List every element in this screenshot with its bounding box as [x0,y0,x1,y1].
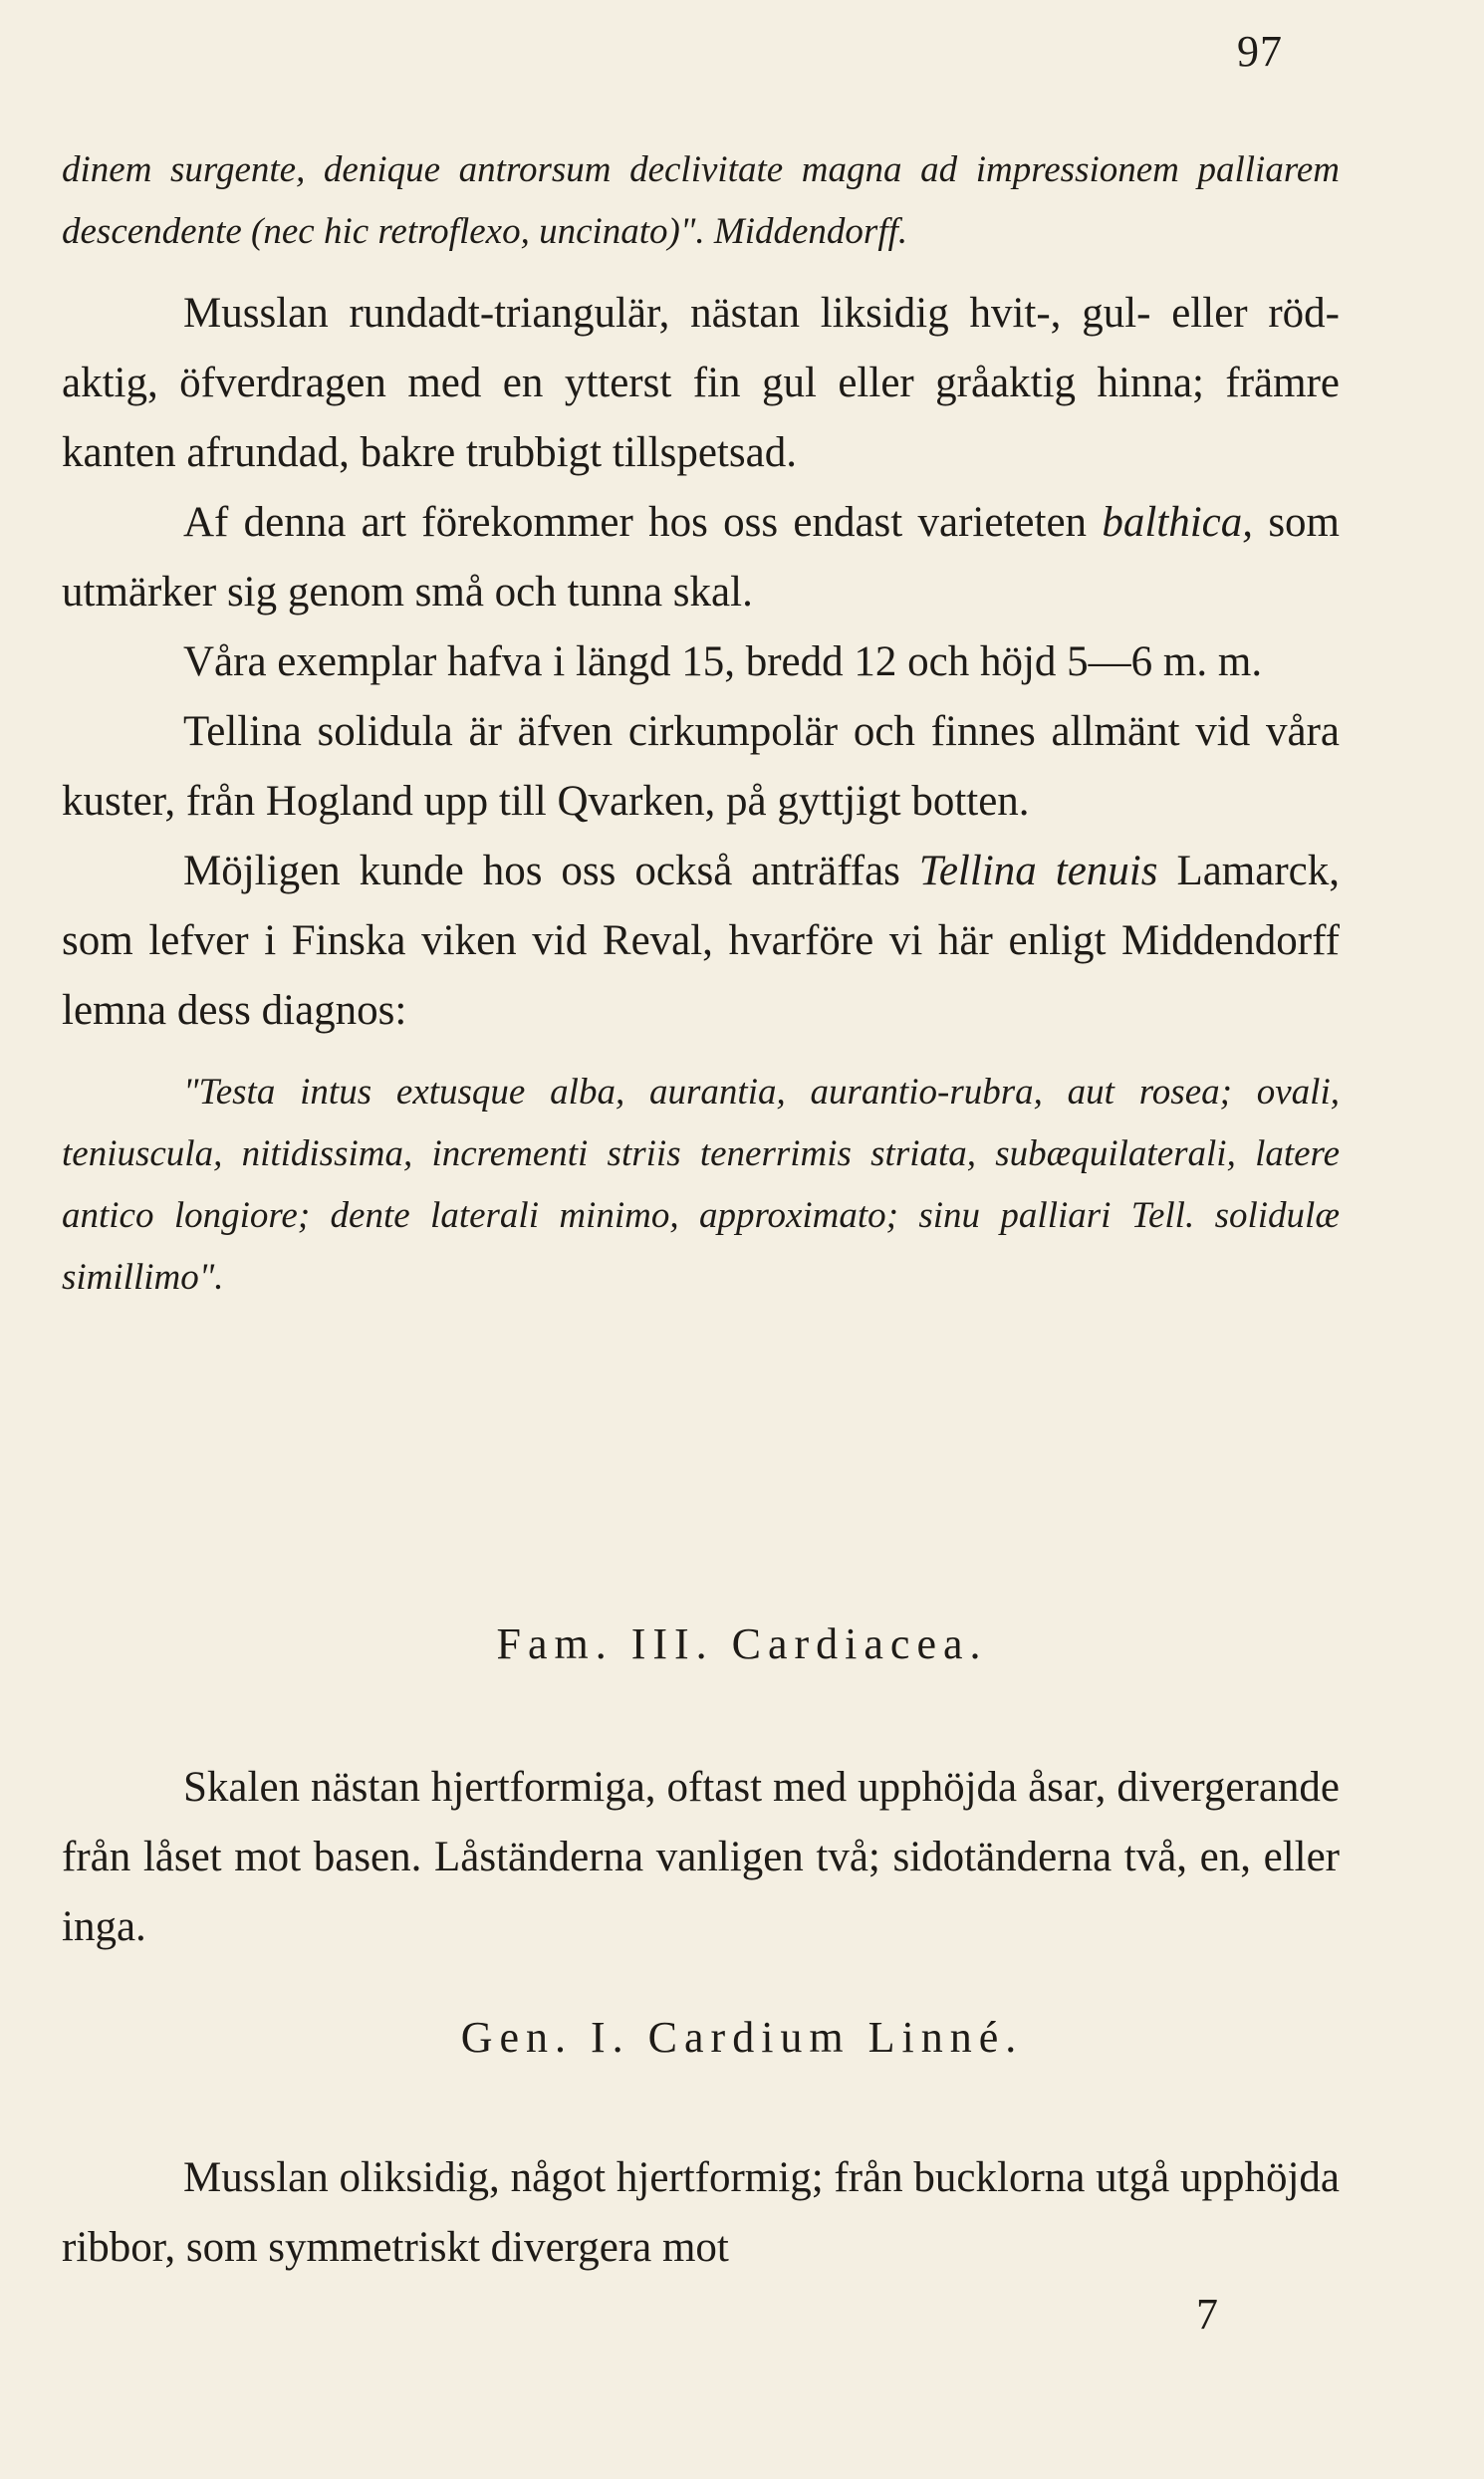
variety-rest: som utmärker sig genom små och tunna skal. [62,499,1340,616]
tenuis-name: Tellina tenuis [918,848,1158,894]
page-number: 97 [1237,27,1283,76]
latin-intro: dinem surgente, denique antrorsum declivitate magna ad impressionem palliarem descendente (nec hic retroflexo, uncinato)". Middendorff. [62,149,1340,252]
family-heading: Fam. III. Cardiacea. [496,1619,988,1668]
genus-heading-wrap [0,2012,1484,2063]
tenuis-rest: Lamarck, som lefver i Finska viken vid Reval, hvarföre vi här enligt Middendorff lemna dess diagnos: [62,848,1340,1034]
paragraph-variety [62,488,1340,627]
text-block-top [62,139,1340,1309]
family-heading-wrap [0,1618,1484,1669]
latin-diagnosis: "Testa intus extusque alba, aurantia, aurantio-rubra, aut rosea; ovali, teniuscula, nitidissima, incrementi striis tenerrimis striata, subæquilaterali, latere antico longiore; dente laterali minimo, approximato; sinu palliari Tell. solidulæ simillimo". [62,1072,1340,1298]
paragraph-measurements: Våra exemplar hafva i längd 15, bredd 12 och höjd 5—6 m. m. [183,638,1263,685]
variety-name: balthica, [1102,499,1254,546]
signature-mark: 7 [1196,2290,1218,2339]
paragraph-tenuis [62,837,1340,1046]
paragraph-description: Musslan rundadt-triangulär, nästan liksidig hvit-, gul- eller röd-aktig, öfverdragen med en ytterst fin gul eller gråaktig hinna; främre kanten afrundad, bakre trubbigt tillspetsad. [62,290,1340,476]
paragraph-distribution: Tellina solidula är äfven cirkumpolär och finnes allmänt vid våra kuster, från Hogland upp till Qvarken, på gyttjigt botten. [62,708,1340,825]
text-block-genus [62,2143,1340,2347]
paragraph-family-description: Skalen nästan hjertformiga, oftast med upphöjda åsar, divergerande från låset mot basen. Låständerna vanligen två; sidotänderna två, en, eller inga. [62,1764,1340,1950]
paragraph-genus-description: Musslan oliksidig, något hjertformig; från bucklorna utgå upphöjda ribbor, som symmetriskt divergera mot [62,2154,1340,2271]
genus-heading: Gen. I. Cardium Linné. [460,2013,1024,2062]
variety-lead: Af denna art förekommer hos oss endast varieteten [183,499,1088,546]
tenuis-lead: Möjligen kunde hos oss också anträffas [183,848,900,894]
text-block-family [62,1753,1340,1962]
